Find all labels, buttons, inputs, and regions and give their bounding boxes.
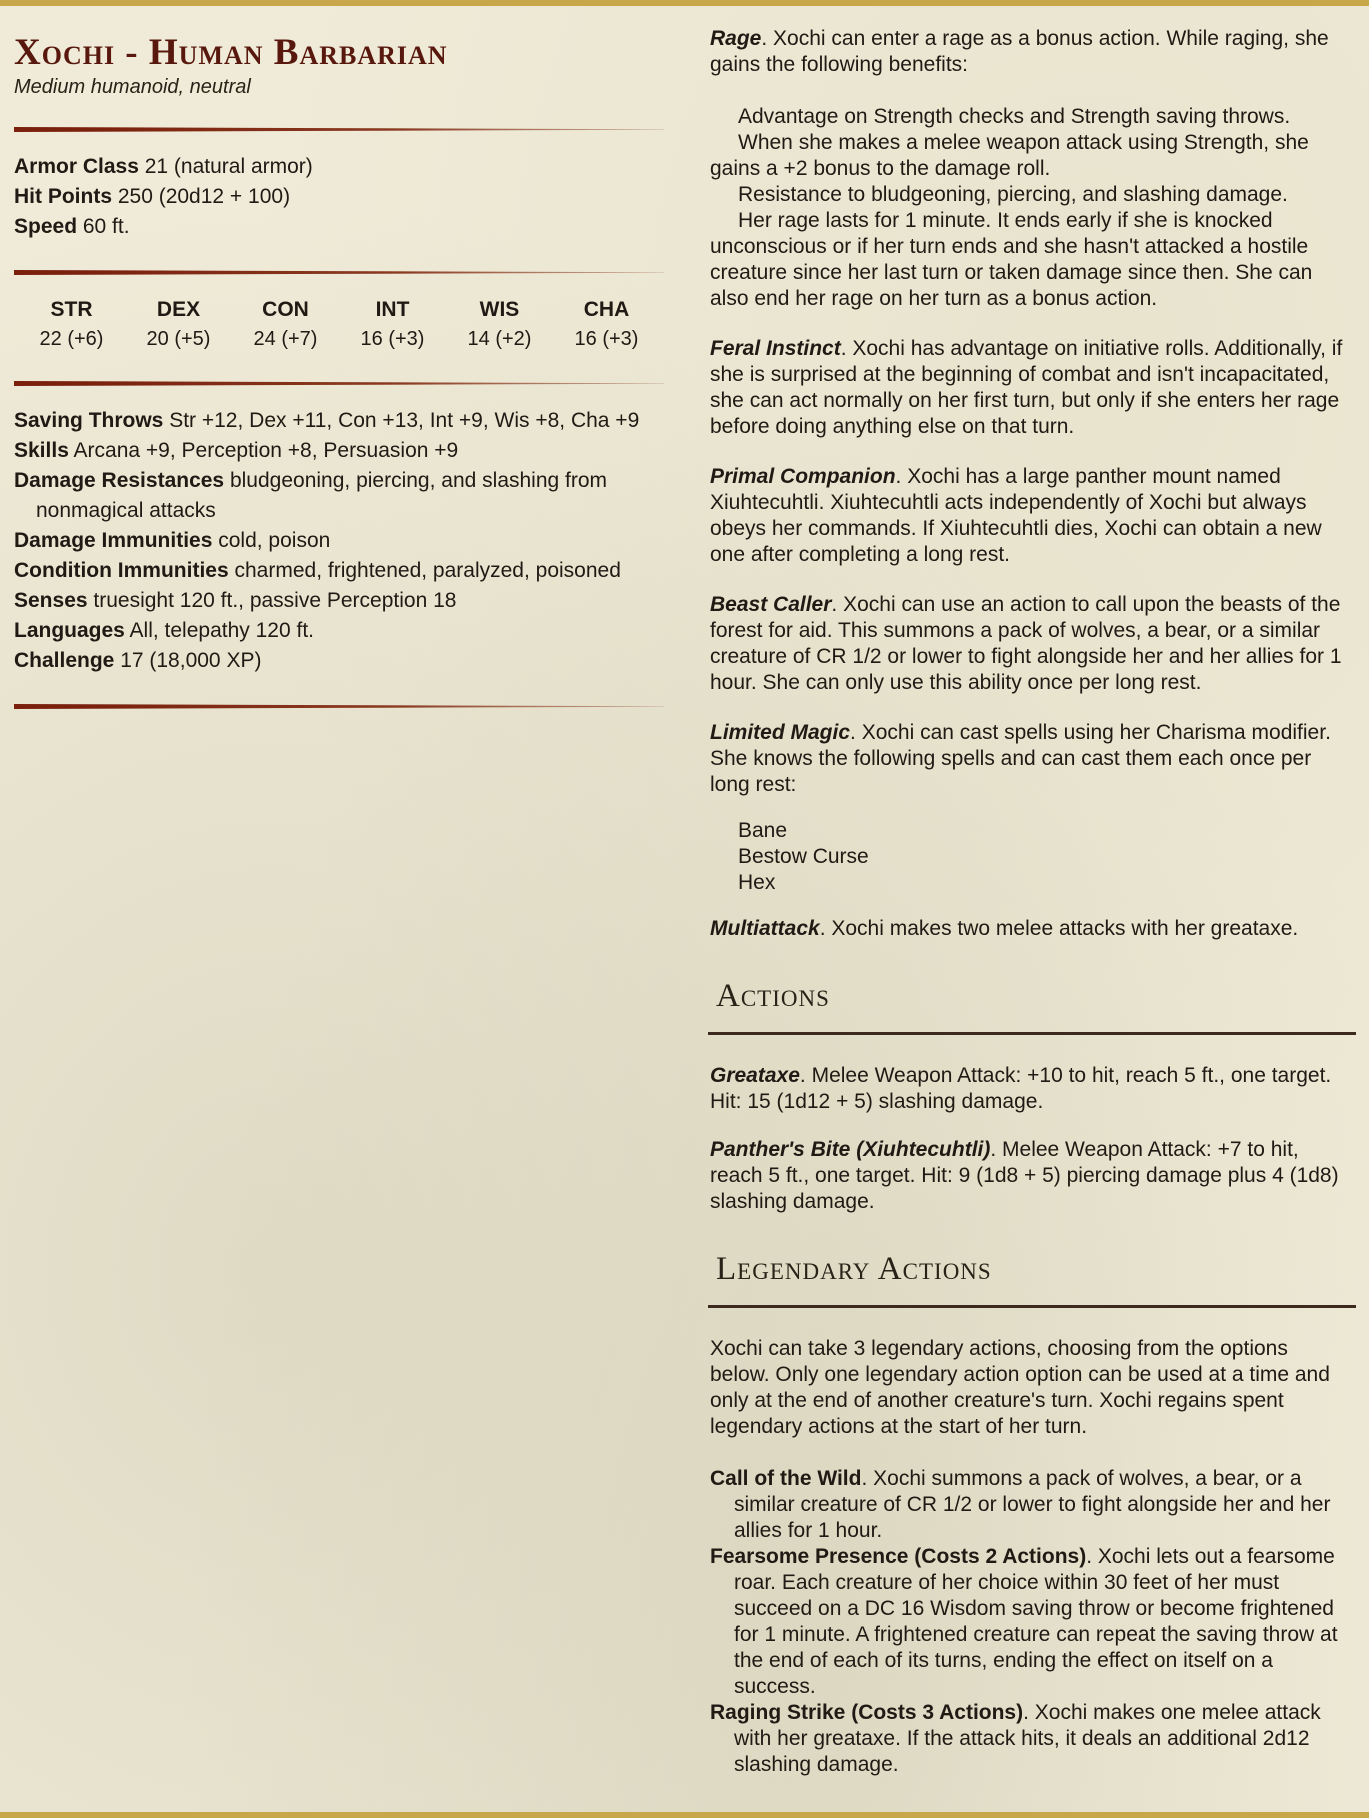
rage-duration: Her rage lasts for 1 minute. It ends early if she is knocked unconscious or if her turn ends and she hasn't attacked a hostile creature since her last turn or taken damage since then. She can also end her rage on her turn as a bonus action. (710, 209, 1313, 310)
damage-immunities: Damage Immunities cold, poison (14, 529, 331, 552)
divider (14, 270, 664, 275)
trait-rage: Rage. Xochi can enter a rage as a bonus action. While raging, she gains the following benefits: (710, 27, 1329, 76)
actions-heading: Actions (716, 978, 830, 1014)
trait-limited-magic: Limited Magic. Xochi can cast spells using her Charisma modifier. She knows the following spells and can cast them each once per long rest: (710, 721, 1331, 796)
ability-str: STR 22 (+6) (39, 298, 104, 350)
left-column (14, 26, 664, 729)
basic-stats (14, 152, 664, 242)
speed: Speed 60 ft. (14, 215, 130, 238)
rage-benefit: When she makes a melee weapon attack using Strength, she gains a +2 bonus to the damage roll. (710, 131, 1309, 180)
spell-item: Bane (738, 819, 788, 842)
trait-multiattack: Multiattack. Xochi makes two melee attacks with her greataxe. (710, 917, 1299, 940)
trait-feral-instinct: Feral Instinct. Xochi has advantage on initiative rolls. Additionally, if she is surprised at the beginning of combat and isn't incapacitated, she can act normally on her first turn, but only if she enters her rage before doing anything else on that turn. (710, 337, 1343, 438)
rage-benefits (710, 104, 1350, 312)
divider (14, 704, 664, 709)
ability-cha: CHA 16 (+3) (574, 298, 639, 350)
trait-beast-caller: Beast Caller. Xochi can use an action to call upon the beasts of the forest for aid. This summons a pack of wolves, a bear, or a similar creature of CR 1/2 or lower to fight alongside her and her allies for 1 hour. She can only use this ability once per long rest. (710, 593, 1342, 694)
legendary-intro: Xochi can take 3 legendary actions, choosing from the options below. Only one legendary action option can be used at a time and only at the end of another creature's turn. Xochi regains spent legendary actions at the start of her turn. (710, 1337, 1330, 1438)
legendary-list (710, 1466, 1350, 1778)
legendary-fearsome-presence: Fearsome Presence (Costs 2 Actions). Xochi lets out a fearsome roar. Each creature of her choice within 30 feet of her must succeed on a DC 16 Wisdom saving throw or become frightened for 1 minute. A frightened creature can repeat the saving throw at the end of each of its turns, ending the effect on itself on a success. (710, 1545, 1338, 1698)
condition-immunities: Condition Immunities charmed, frightened, paralyzed, poisoned (14, 559, 621, 582)
ability-scores (18, 295, 660, 353)
right-column (710, 26, 1350, 1778)
ability-int: INT 16 (+3) (360, 298, 425, 350)
spell-item: Hex (738, 871, 776, 894)
creature-type: Medium humanoid, neutral (14, 76, 251, 98)
rage-benefit: Advantage on Strength checks and Strength saving throws. (738, 105, 1291, 128)
legendary-raging-strike: Raging Strike (Costs 3 Actions). Xochi makes one melee attack with her greataxe. If the attack hits, it deals an additional 2d12 slashing damage. (710, 1701, 1321, 1776)
section-divider (708, 1032, 1356, 1035)
action-panthers-bite: Panther's Bite (Xiuhtecuhtli). Melee Weapon Attack: +7 to hit, reach 5 ft., one target. Hit: 9 (1d8 + 5) piercing damage plus 4 (1d8) slashing damage. (710, 1138, 1339, 1213)
trait-primal-companion: Primal Companion. Xochi has a large panther mount named Xiuhtecuhtli. Xiuhtecuhtli acts independently of Xochi but always obeys her commands. If Xiuhtecuhtli dies, Xochi can obtain a new one after completing a long rest. (710, 465, 1322, 566)
legendary-call-of-the-wild: Call of the Wild. Xochi summons a pack of wolves, a bear, or a similar creature of CR 1/2 or lower to fight alongside her and her allies for 1 hour. (710, 1467, 1331, 1542)
properties (14, 406, 664, 676)
languages: Languages All, telepathy 120 ft. (14, 619, 314, 642)
damage-resistances: Damage Resistances bludgeoning, piercing, and slashing from nonmagical attacks (14, 469, 608, 522)
saving-throws: Saving Throws Str +12, Dex +11, Con +13, Int +9, Wis +8, Cha +9 (14, 409, 640, 432)
section-divider (708, 1305, 1356, 1308)
rage-benefit: Resistance to bludgeoning, piercing, and slashing damage. (738, 183, 1288, 206)
action-greataxe: Greataxe. Melee Weapon Attack: +10 to hit, reach 5 ft., one target. Hit: 15 (1d12 + 5) slashing damage. (710, 1064, 1332, 1113)
spell-list (710, 818, 1350, 896)
creature-name: Xochi - Human Barbarian (14, 32, 448, 73)
spell-item: Bestow Curse (738, 845, 869, 868)
legendary-actions-heading: Legendary Actions (716, 1251, 992, 1287)
armor-class: Armor Class 21 (natural armor) (14, 155, 313, 178)
ability-wis: WIS 14 (+2) (467, 298, 532, 350)
hit-points: Hit Points 250 (20d12 + 100) (14, 185, 291, 208)
challenge: Challenge 17 (18,000 XP) (14, 649, 262, 672)
divider (14, 381, 664, 386)
senses: Senses truesight 120 ft., passive Perception 18 (14, 589, 457, 612)
ability-dex: DEX 20 (+5) (146, 298, 211, 350)
skills: Skills Arcana +9, Perception +8, Persuasion +9 (14, 439, 459, 462)
ability-con: CON 24 (+7) (253, 298, 318, 350)
divider (14, 127, 664, 132)
